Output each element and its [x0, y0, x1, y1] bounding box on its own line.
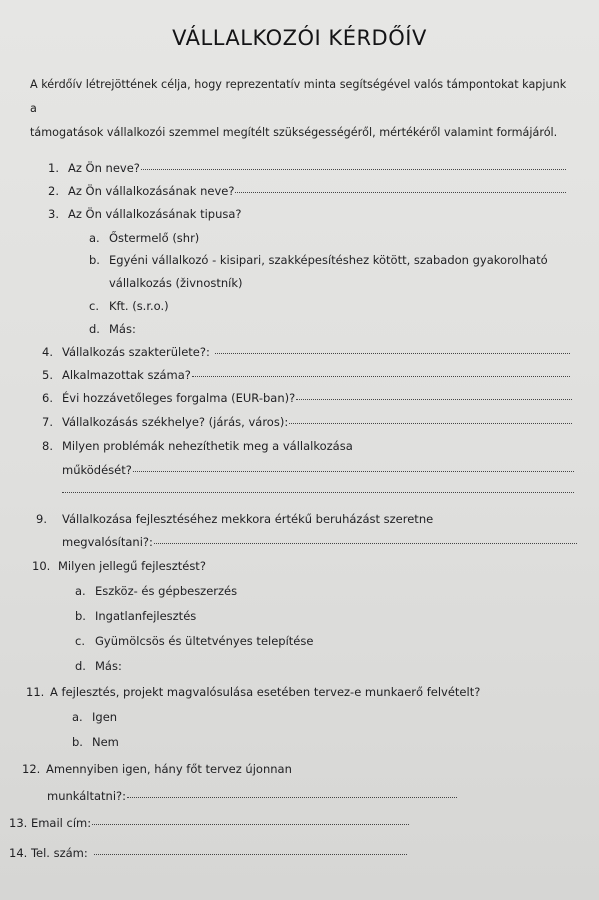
intro-line-1: A kérdőív létrejöttének célja, hogy reprezentatív minta segítségével valós támpontokat kapjunk a [30, 78, 567, 115]
option-text: Egyéni vállalkozó - kisipari, szakképesítéshez kötött, szabadon gyakorolható [109, 253, 548, 267]
question-10-option-a[interactable] [75, 584, 237, 598]
question-7-number: 7. [42, 415, 53, 429]
question-4-text: Vállalkozás szakterülete?: [62, 345, 210, 359]
question-14-text: 14. Tel. szám: [9, 846, 88, 860]
question-7-answer-line[interactable] [289, 422, 572, 424]
question-13 [9, 816, 409, 830]
question-11-option-a[interactable] [72, 710, 117, 724]
option-label: d. [75, 659, 86, 673]
option-text: Kft. (s.r.o.) [109, 299, 169, 313]
question-4-number: 4. [42, 345, 53, 359]
question-5-answer-line[interactable] [192, 375, 570, 377]
intro-line-2: támogatások vállalkozói szemmel megítélt szükségességéről, mértékéről valamint formájáról. [30, 126, 558, 139]
question-1-answer-line[interactable] [141, 168, 566, 170]
option-text: Nem [92, 735, 119, 749]
question-5-text: Alkalmazottak száma? [62, 368, 191, 382]
question-14 [9, 846, 407, 860]
question-9-text: Vállalkozása fejlesztéséhez mekkora értékű beruházást szeretne [62, 512, 434, 526]
question-12 [22, 762, 292, 776]
question-10-number: 10. [32, 559, 51, 573]
question-2-answer-line[interactable] [235, 191, 566, 193]
question-14-answer-line[interactable] [94, 853, 407, 855]
question-9-number: 9. [36, 512, 47, 526]
question-9-continued [62, 535, 577, 549]
question-2-number: 2. [48, 184, 59, 198]
question-11-number: 11. [26, 685, 45, 699]
question-10-option-d[interactable] [75, 659, 122, 673]
question-3-number: 3. [48, 207, 59, 221]
option-label: b. [75, 609, 86, 623]
question-1-text: Az Ön neve? [68, 161, 140, 175]
question-3-option-a[interactable] [89, 231, 199, 245]
page-title: VÁLLALKOZÓI KÉRDŐÍV [172, 26, 427, 50]
question-3-option-b[interactable] [89, 253, 548, 267]
question-9 [36, 512, 433, 526]
option-label: a. [89, 231, 100, 245]
option-label: a. [72, 710, 83, 724]
question-6 [42, 391, 572, 405]
question-10-option-b[interactable] [75, 609, 196, 623]
question-4-answer-line[interactable] [215, 352, 570, 354]
question-8-number: 8. [42, 439, 53, 453]
question-7 [42, 415, 572, 429]
option-label: a. [75, 584, 86, 598]
question-3-option-b-continued [109, 276, 242, 290]
question-12-number: 12. [22, 762, 41, 776]
question-6-answer-line[interactable] [296, 398, 572, 400]
question-2-text: Az Ön vállalkozásának neve? [68, 184, 235, 198]
option-text: Eszköz- és gépbeszerzés [95, 584, 238, 598]
question-10-text: Milyen jellegű fejlesztést? [58, 559, 206, 573]
question-11-option-b[interactable] [72, 735, 119, 749]
question-8-answer-line[interactable] [133, 470, 574, 472]
option-label: b. [89, 253, 100, 267]
question-5 [42, 368, 570, 382]
question-13-answer-line[interactable] [92, 823, 409, 825]
question-10 [32, 559, 206, 573]
question-12-continued [47, 789, 457, 803]
question-9-answer-line[interactable] [154, 542, 577, 544]
option-text: Igen [92, 710, 118, 724]
option-label: c. [75, 634, 85, 648]
option-label: d. [89, 322, 100, 336]
intro-paragraph [30, 73, 575, 145]
question-7-text: Vállalkozásás székhelye? (járás, város): [62, 415, 289, 429]
question-3 [48, 207, 242, 221]
option-label: c. [89, 299, 99, 313]
option-text: Más: [109, 322, 136, 336]
question-8-text: Milyen problémák nehezíthetik meg a vállalkozása [62, 439, 353, 453]
question-1 [48, 161, 566, 175]
option-text: Őstermelő (shr) [109, 231, 200, 245]
option-text-continued: vállalkozás (živnostník) [109, 276, 243, 290]
question-6-number: 6. [42, 391, 53, 405]
question-13-text: 13. Email cím: [9, 816, 92, 830]
question-9-text-continued: megvalósítani?: [62, 535, 153, 549]
question-12-text: Amennyiben igen, hány főt tervez újonnan [46, 762, 292, 776]
question-5-number: 5. [42, 368, 53, 382]
option-text: Más: [95, 659, 122, 673]
question-4 [42, 345, 570, 359]
question-12-text-continued: munkáltatni?: [47, 789, 127, 803]
question-8 [42, 439, 353, 453]
question-3-option-c[interactable] [89, 299, 169, 313]
question-3-text: Az Ön vállalkozásának tipusa? [68, 207, 242, 221]
option-label: b. [72, 735, 83, 749]
question-3-option-d[interactable] [89, 322, 136, 336]
question-11-text: A fejlesztés, projekt magvalósulása esetében tervez-e munkaerő felvételt? [50, 685, 481, 699]
question-11 [26, 685, 480, 699]
question-8-text-continued: működését? [62, 463, 132, 477]
question-12-answer-line[interactable] [127, 796, 457, 798]
question-8-continued [62, 463, 574, 477]
question-2 [48, 184, 566, 198]
question-8-extra-answer-line[interactable] [62, 491, 574, 493]
option-text: Gyümölcsös és ültetvényes telepítése [95, 634, 314, 648]
question-6-text: Évi hozzávetőleges forgalma (EUR-ban)? [62, 391, 296, 405]
question-10-option-c[interactable] [75, 634, 313, 648]
question-1-number: 1. [48, 161, 59, 175]
option-text: Ingatlanfejlesztés [95, 609, 197, 623]
